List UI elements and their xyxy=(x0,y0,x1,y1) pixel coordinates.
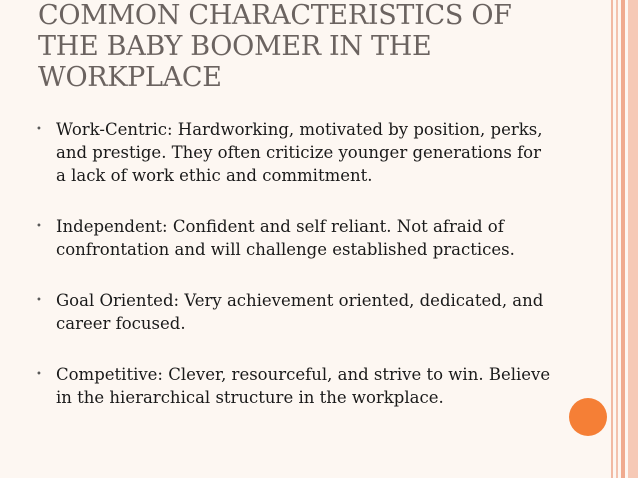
bullet-item-goal-oriented xyxy=(36,289,556,335)
decorative-stripe xyxy=(628,0,638,478)
decorative-stripe xyxy=(616,0,618,478)
bullet-item-work-centric xyxy=(36,118,556,187)
bullet-text: Competitive: Clever, resourceful, and strive to win. Believe in the hierarchical structure in the workplace. xyxy=(56,365,551,407)
bullet-marker: • xyxy=(36,221,42,232)
bullet-marker: • xyxy=(36,295,42,306)
bullet-marker: • xyxy=(36,369,42,380)
bullet-text: Work-Centric: Hardworking, motivated by position, perks, and prestige. They often criticize younger generations for a lack of work ethic and commitment. xyxy=(56,120,543,185)
bullet-text: Goal Oriented: Very achievement oriented, dedicated, and career focused. xyxy=(56,291,544,333)
bullet-marker: • xyxy=(36,124,42,135)
slide-title: COMMON CHARACTERISTICS OF THE BABY BOOMER IN THE WORKPLACE xyxy=(38,0,512,93)
bullet-item-independent xyxy=(36,215,556,261)
accent-circle xyxy=(569,398,607,436)
bullet-text: Independent: Confident and self reliant. Not afraid of confrontation and will challenge established practices. xyxy=(56,217,515,259)
bullet-list xyxy=(36,118,556,437)
decorative-stripe xyxy=(611,0,613,478)
decorative-stripe xyxy=(621,0,625,478)
bullet-item-competitive xyxy=(36,363,556,409)
